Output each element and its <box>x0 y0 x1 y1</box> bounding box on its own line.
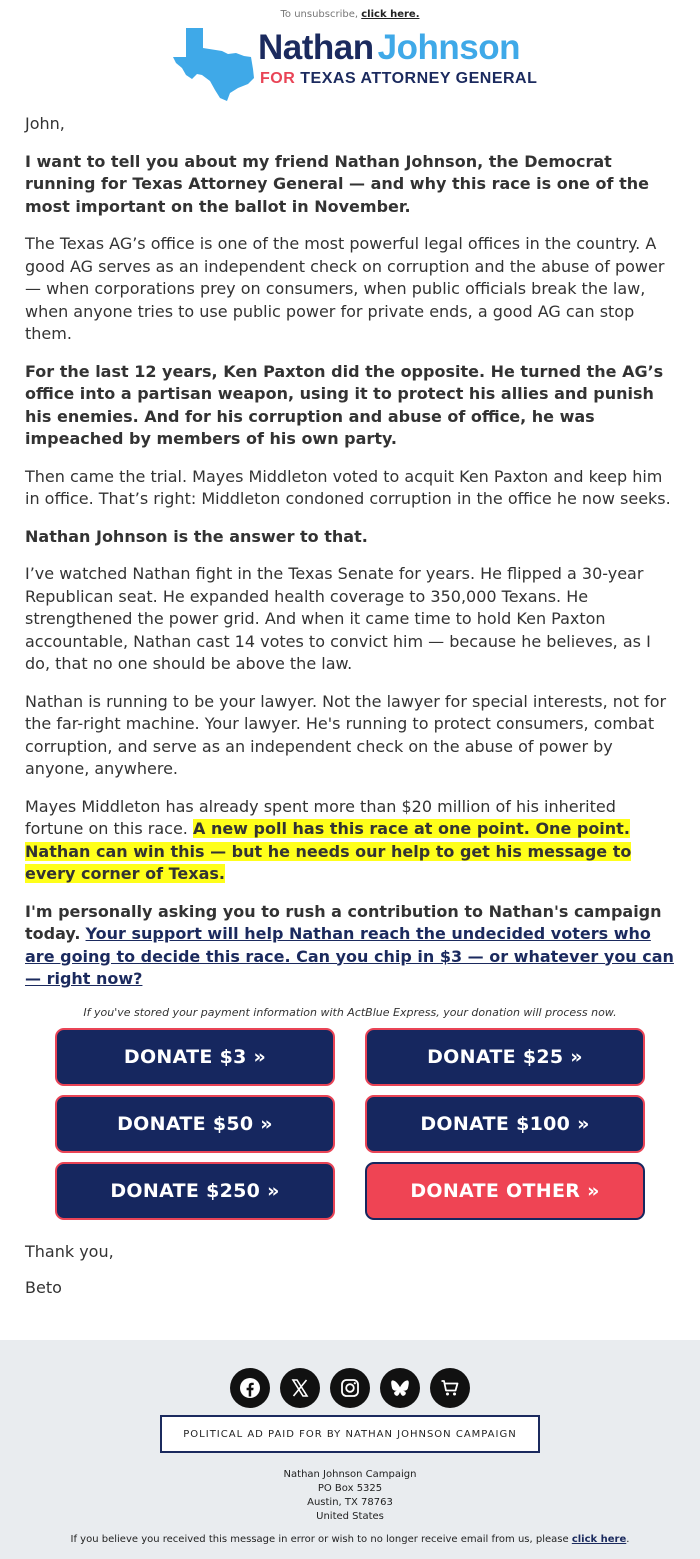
logo-first-name: Nathan <box>258 28 374 67</box>
paragraph-poll <box>25 796 675 886</box>
paragraph-answer: Nathan Johnson is the answer to that. <box>25 526 368 546</box>
address-line: PO Box 5325 <box>317 1483 383 1494</box>
opt-out-line <box>0 1534 700 1545</box>
letter-body <box>0 113 700 991</box>
texas-state-icon <box>172 26 256 102</box>
greeting: John, <box>25 114 65 133</box>
ask-bold-text: I'm personally asking you to rush a contribution to Nathan's campaign today. <box>25 901 662 943</box>
ask-donate-link[interactable]: Your support will help Nathan reach the undecided voters who are going to decide this race. Can you chip in $3 — or whatever you can — right now? <box>25 924 674 988</box>
shop-cart-icon[interactable] <box>430 1368 470 1408</box>
signature: Beto <box>25 1277 62 1297</box>
logo-last-name: Johnson <box>377 28 520 67</box>
paragraph-intro: I want to tell you about my friend Nathan Johnson, the Democrat running for Texas Attorney General — and why this race is one of the most important on the ballot in November. <box>25 151 649 216</box>
logo-office-title: TEXAS ATTORNEY GENERAL <box>300 70 538 87</box>
paragraph-paxton: For the last 12 years, Ken Paxton did the opposite. He turned the AG’s office into a partisan weapon, using it to protect his allies and punish his enemies. And for his corruption and abuse of office, he was impeached by members of his own party. <box>25 361 664 448</box>
actblue-express-note: If you've stored your payment information with ActBlue Express, your donation will process now. <box>83 1005 617 1019</box>
unsubscribe-prefix: To unsubscribe, <box>280 9 359 20</box>
closing <box>0 1241 700 1299</box>
opt-out-link[interactable]: click here <box>571 1534 627 1545</box>
social-links <box>0 1368 700 1408</box>
paid-for-disclaimer: POLITICAL AD PAID FOR BY NATHAN JOHNSON CAMPAIGN <box>160 1415 540 1453</box>
logo-candidate-name <box>258 28 520 68</box>
address-line: Austin, TX 78763 <box>307 1497 393 1508</box>
paragraph-your-lawyer: Nathan is running to be your lawyer. Not the lawyer for special interests, not for the far-right machine. Your lawyer. He's running to protect consumers, combat corruption, and serve as an independent check on the abuse of power by anyone, anywhere. <box>25 691 667 778</box>
donate-25-button[interactable]: DONATE $25 » <box>365 1028 645 1086</box>
paragraph-senate-record: I’ve watched Nathan fight in the Texas Senate for years. He flipped a 30-year Republican seat. He expanded health coverage to 350,000 Texans. He strengthened the power grid. And when it came time to hold Ken Paxton accountable, Nathan cast 14 votes to convict him — because he believes, as I do, that no one should be above the law. <box>25 564 651 673</box>
donate-100-button[interactable]: DONATE $100 » <box>365 1095 645 1153</box>
donate-250-button[interactable]: DONATE $250 » <box>55 1162 335 1220</box>
paragraph-ask <box>25 901 675 991</box>
logo-for: FOR <box>260 70 296 87</box>
opt-out-text: If you believe you received this message in error or wish to no longer receive email from us, please <box>70 1534 569 1545</box>
donate-button-grid <box>0 1028 700 1220</box>
footer <box>0 1340 700 1559</box>
address-line: United States <box>316 1511 384 1522</box>
paragraph-ag-office: The Texas AG’s office is one of the most powerful legal offices in the country. A good AG serves as an independent check on corruption and the abuse of power — when corporations prey on consumers, when public officials break the law, when anyone tries to use public power for private ends, a good AG can stop them. <box>25 234 665 343</box>
mailing-address <box>0 1468 700 1524</box>
x-icon[interactable] <box>280 1368 320 1408</box>
instagram-icon[interactable] <box>330 1368 370 1408</box>
closing-thanks: Thank you, <box>25 1241 114 1261</box>
facebook-icon[interactable] <box>230 1368 270 1408</box>
donate-3-button[interactable]: DONATE $3 » <box>55 1028 335 1086</box>
campaign-logo <box>0 22 700 112</box>
paragraph-trial: Then came the trial. Mayes Middleton voted to acquit Ken Paxton and keep him in office. That’s right: Middleton condoned corruption in the office he now seeks. <box>25 466 671 508</box>
poll-highlight-text: A new poll has this race at one point. One point. Nathan can win this — but he needs our help to get his message to every corner of Texas. <box>25 819 632 883</box>
unsubscribe-link[interactable]: click here. <box>361 9 420 20</box>
donate-50-button[interactable]: DONATE $50 » <box>55 1095 335 1153</box>
opt-out-suffix: . <box>626 1534 630 1545</box>
donate-other-button[interactable]: DONATE OTHER » <box>365 1162 645 1220</box>
address-line: Nathan Johnson Campaign <box>283 1469 417 1480</box>
poll-plain-text: Mayes Middleton has already spent more than $20 million of his inherited fortune on this race. <box>25 796 616 838</box>
logo-office <box>260 70 537 88</box>
bluesky-icon[interactable] <box>380 1368 420 1408</box>
unsubscribe-line <box>0 0 700 22</box>
